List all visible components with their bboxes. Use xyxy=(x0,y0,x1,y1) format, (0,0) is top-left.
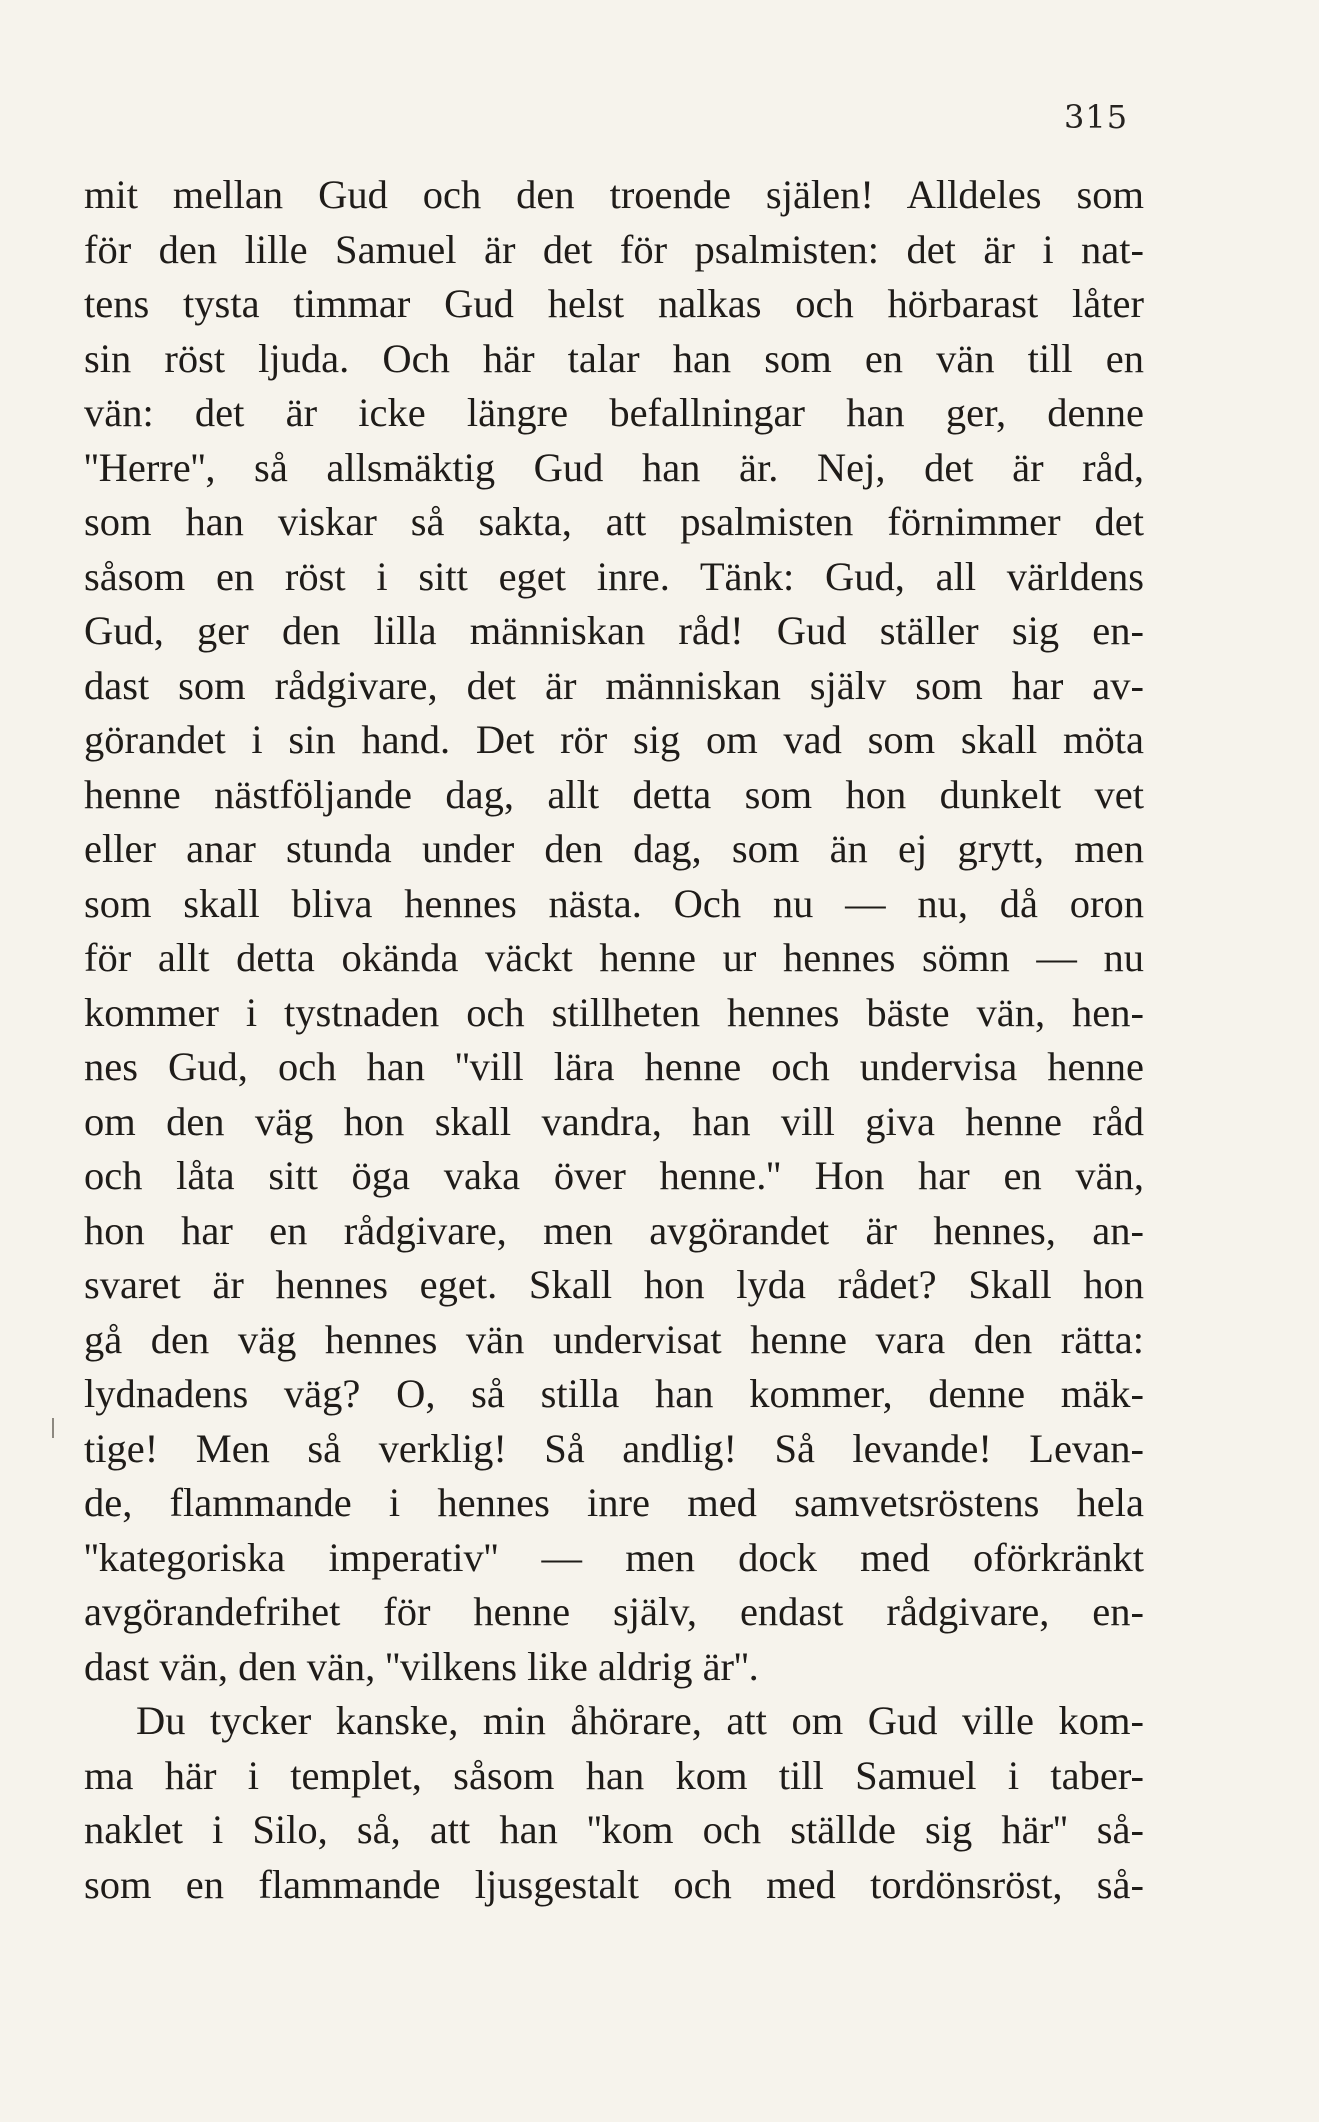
text-line: för den lille Samuel är det för psalmisten: det är i nat- xyxy=(84,226,1144,272)
text-line: hon har en rådgivare, men avgörandet är hennes, an- xyxy=(84,1207,1144,1253)
paragraph-last-line: dast vän, den vän, ''vilkens like aldrig är''. xyxy=(84,1643,759,1689)
text-line: om den väg hon skall vandra, han vill giva henne råd xyxy=(84,1098,1144,1144)
margin-mark xyxy=(52,1418,54,1438)
text-line: och låta sitt öga vaka över henne.'' Hon har en vän, xyxy=(84,1153,1144,1198)
text-line: sin röst ljuda. Och här talar han som en vän till en xyxy=(84,335,1144,381)
text-line: eller anar stunda under den dag, som än ej grytt, men xyxy=(84,826,1144,871)
text-line: nes Gud, och han ''vill lära henne och undervisa henne xyxy=(84,1044,1144,1089)
text-line: som en flammande ljusgestalt och med tordönsröst, så- xyxy=(84,1861,1144,1907)
text-line: som han viskar så sakta, att psalmisten förnimmer det xyxy=(84,499,1144,544)
text-line: ma här i templet, såsom han kom till Samuel i taber- xyxy=(84,1752,1144,1798)
text-line: mit mellan Gud och den troende själen! Alldeles som xyxy=(84,172,1144,217)
text-line: svaret är hennes eget. Skall hon lyda rådet? Skall hon xyxy=(84,1262,1144,1307)
paragraph-first-line: Du tycker kanske, min åhörare, att om Gud ville kom- xyxy=(136,1698,1144,1743)
text-line: avgörandefrihet för henne själv, endast rådgivare, en- xyxy=(84,1589,1144,1634)
text-line: tige! Men så verklig! Så andlig! Så levande! Levan- xyxy=(84,1425,1144,1471)
page-number: 315 xyxy=(1064,98,1129,136)
text-line: naklet i Silo, så, att han ''kom och ställde sig här'' så- xyxy=(84,1807,1144,1852)
text-line: för allt detta okända väckt henne ur hennes sömn — nu xyxy=(84,935,1144,980)
body-text xyxy=(84,168,1144,1912)
text-line: vän: det är icke längre befallningar han ger, denne xyxy=(84,390,1144,435)
text-line: ''kategoriska imperativ'' — men dock med oförkränkt xyxy=(84,1534,1144,1580)
text-line: tens tysta timmar Gud helst nalkas och hörbarast låter xyxy=(84,281,1144,326)
text-line: ''Herre'', så allsmäktig Gud han är. Nej, det är råd, xyxy=(84,444,1144,490)
text-line: henne nästföljande dag, allt detta som hon dunkelt vet xyxy=(84,771,1144,817)
text-line: de, flammande i hennes inre med samvetsröstens hela xyxy=(84,1480,1144,1525)
text-line: görandet i sin hand. Det rör sig om vad som skall möta xyxy=(84,717,1144,762)
text-line: gå den väg hennes vän undervisat henne vara den rätta: xyxy=(84,1316,1144,1362)
text-line: kommer i tystnaden och stillheten hennes bäste vän, hen- xyxy=(84,989,1144,1035)
text-line: såsom en röst i sitt eget inre. Tänk: Gud, all världens xyxy=(84,553,1144,599)
text-line: lydnadens väg? O, så stilla han kommer, denne mäk- xyxy=(84,1371,1144,1416)
text-line: som skall bliva hennes nästa. Och nu — nu, då oron xyxy=(84,880,1144,926)
text-line: Gud, ger den lilla människan råd! Gud ställer sig en- xyxy=(84,608,1144,653)
text-line: dast som rådgivare, det är människan själv som har av- xyxy=(84,662,1144,708)
